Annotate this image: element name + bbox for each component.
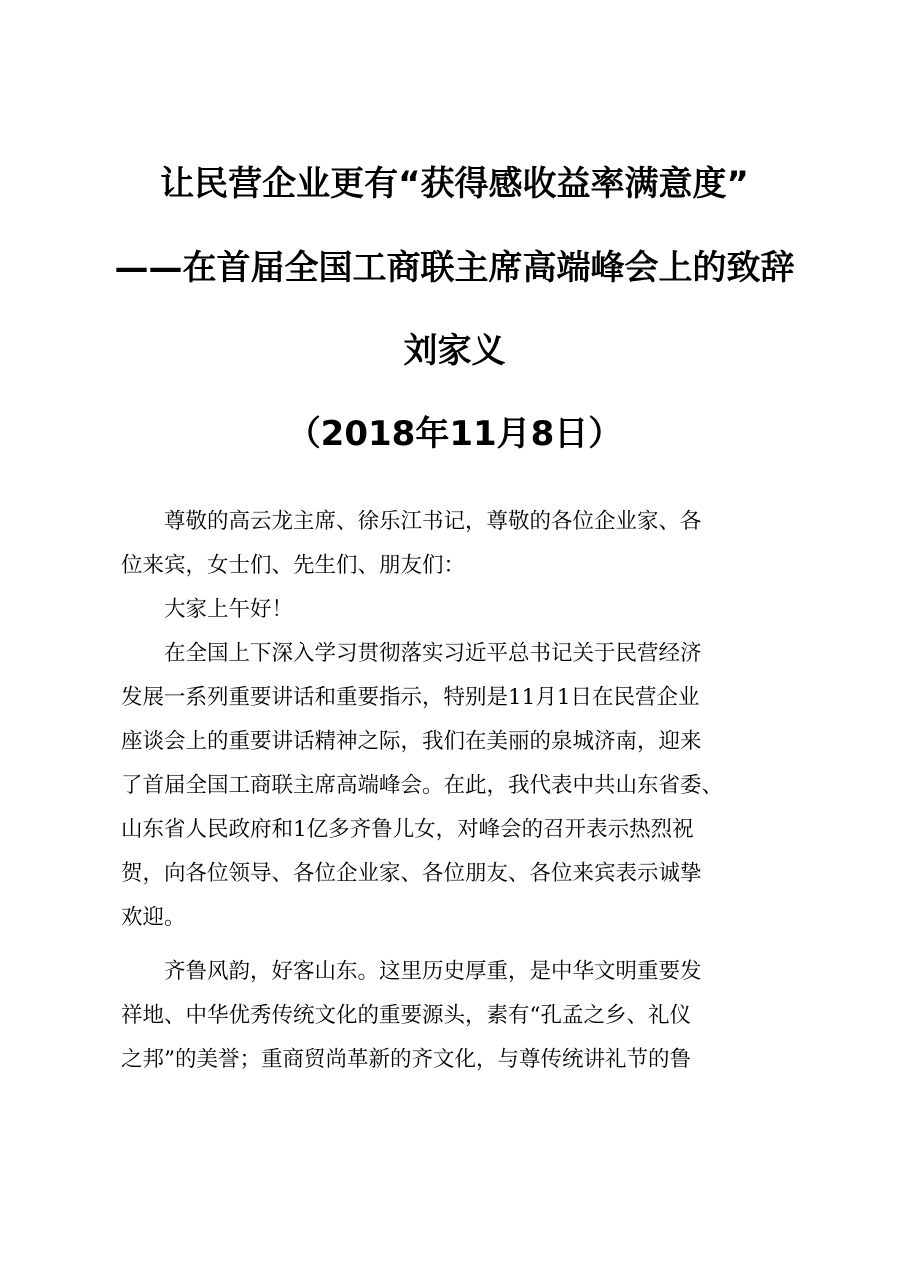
- document-subtitle: ——在首届全国工商联主席高端峰会上的致辞: [114, 248, 795, 288]
- document-date: （2018年11月8日）: [286, 414, 623, 454]
- document-body: [121, 500, 811, 1082]
- document-author: 刘家义: [403, 331, 506, 371]
- paragraph-opening: 在全国上下深入学习贯彻落实习近平总书记关于民营经济 发展一系列重要讲话和重要指示，特别是11月1日在民营企业 座谈会上的重要讲话精神之际，我们在美丽的泉城济南，迎来 了首届全国工商联主席高端峰会。在此，我代表中共山东省委、 山东省人民政府和1亿多齐鲁儿女，对峰会的召开表示热烈祝 贺，向各位领导、各位企业家、各位朋友、各位来宾表示诚挚 欢迎。: [121, 641, 724, 930]
- paragraph-shandong-intro: 齐鲁风韵，好客山东。这里历史厚重，是中华文明重要发 祥地、中华优秀传统文化的重要源头，素有“孔孟之乡、礼仪 之邦”的美誉；重商贸尚革新的齐文化，与尊传统讲礼节的鲁: [121, 959, 702, 1072]
- paragraph-salutation: 大家上午好！: [164, 597, 294, 622]
- document-title: 让民营企业更有“获得感收益率满意度”: [160, 164, 749, 204]
- paragraph-greeting: 尊敬的高云龙主席、徐乐江书记，尊敬的各位企业家、各 位来宾，女士们、先生们、朋友们：: [121, 509, 702, 578]
